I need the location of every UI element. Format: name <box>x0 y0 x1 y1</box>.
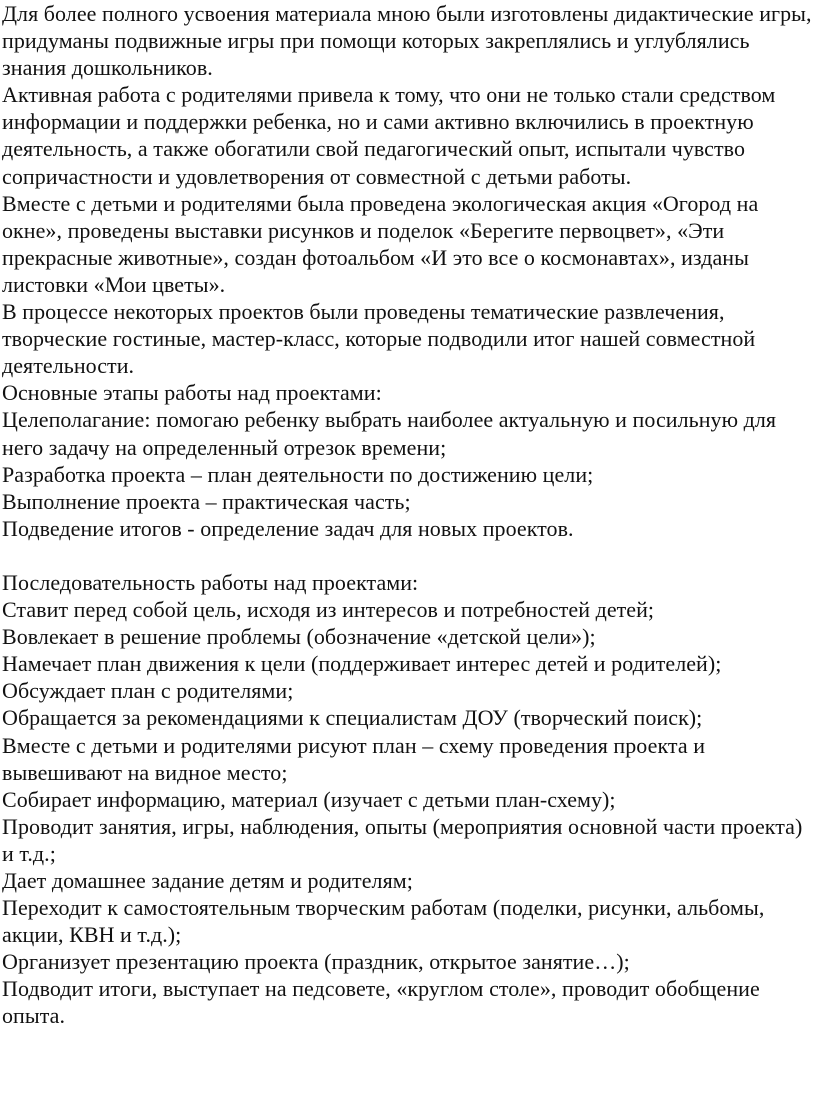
sequence-heading: Последовательность работы над проектами: <box>2 569 419 595</box>
intro-paragraph-2: Активная работа с родителями привела к тому, что они не только стали средством информации и поддержки ребенка, но и сами активно включились в проектную деятельность, а также обогатили свой педагогический опыт, испытали чувство сопричастности и удовлетворения от совместной с детьми работы. <box>2 82 776 189</box>
sequence-item-1: Ставит перед собой цель, исходя из интересов и потребностей детей; <box>2 597 655 623</box>
sequence-item-7: Собирает информацию, материал (изучает с детьми план-схему); <box>2 786 616 812</box>
intro-paragraph-4: В процессе некоторых проектов были проведены тематические развлечения, творческие гостиные, мастер-класс, которые подводили итог нашей совместной деятельности. <box>2 299 756 379</box>
intro-paragraph-1: Для более полного усвоения материала мною были изготовлены дидактические игры, придуманы подвижные игры при помощи которых закреплялись и углублялись знания дошкольников. <box>2 1 812 81</box>
sequence-item-8: Проводит занятия, игры, наблюдения, опыты (мероприятия основной части проекта) и т.д.; <box>2 813 803 866</box>
stage-item-4: Подведение итогов - определение задач для новых проектов. <box>2 515 574 541</box>
sequence-item-5: Обращается за рекомендациями к специалистам ДОУ (творческий поиск); <box>2 705 703 731</box>
sequence-item-11: Организует презентацию проекта (праздник, открытое занятие…); <box>2 949 630 975</box>
stages-heading: Основные этапы работы над проектами: <box>2 380 382 406</box>
sequence-item-6: Вместе с детьми и родителями рисуют план – схему проведения проекта и вывешивают на видное место; <box>2 732 706 785</box>
stage-item-1: Целеполагание: помогаю ребенку выбрать наиболее актуальную и посильную для него задачу на определенный отрезок времени; <box>2 407 777 460</box>
sequence-item-4: Обсуждает план с родителями; <box>2 678 294 704</box>
blank-line <box>2 542 816 569</box>
intro-paragraph-3: Вместе с детьми и родителями была проведена экологическая акция «Огород на окне», проведены выставки рисунков и поделок «Берегите первоцвет», «Эти прекрасные животные», создан фотоальбом «И это все о космонавтах», изданы листовки «Мои цветы». <box>2 190 759 297</box>
sequence-item-2: Вовлекает в решение проблемы (обозначение «детской цели»); <box>2 624 596 650</box>
stage-item-2: Разработка проекта – план деятельности по достижению цели; <box>2 461 594 487</box>
sequence-item-3: Намечает план движения к цели (поддерживает интерес детей и родителей); <box>2 651 722 677</box>
stage-item-3: Выполнение проекта – практическая часть; <box>2 488 411 514</box>
document-page <box>2 0 816 1030</box>
sequence-item-12: Подводит итоги, выступает на педсовете, «круглом столе», проводит обобщение опыта. <box>2 976 760 1029</box>
sequence-item-10: Переходит к самостоятельным творческим работам (поделки, рисунки, альбомы, акции, КВН и т.д.); <box>2 895 765 948</box>
sequence-item-9: Дает домашнее задание детям и родителям; <box>2 868 413 893</box>
